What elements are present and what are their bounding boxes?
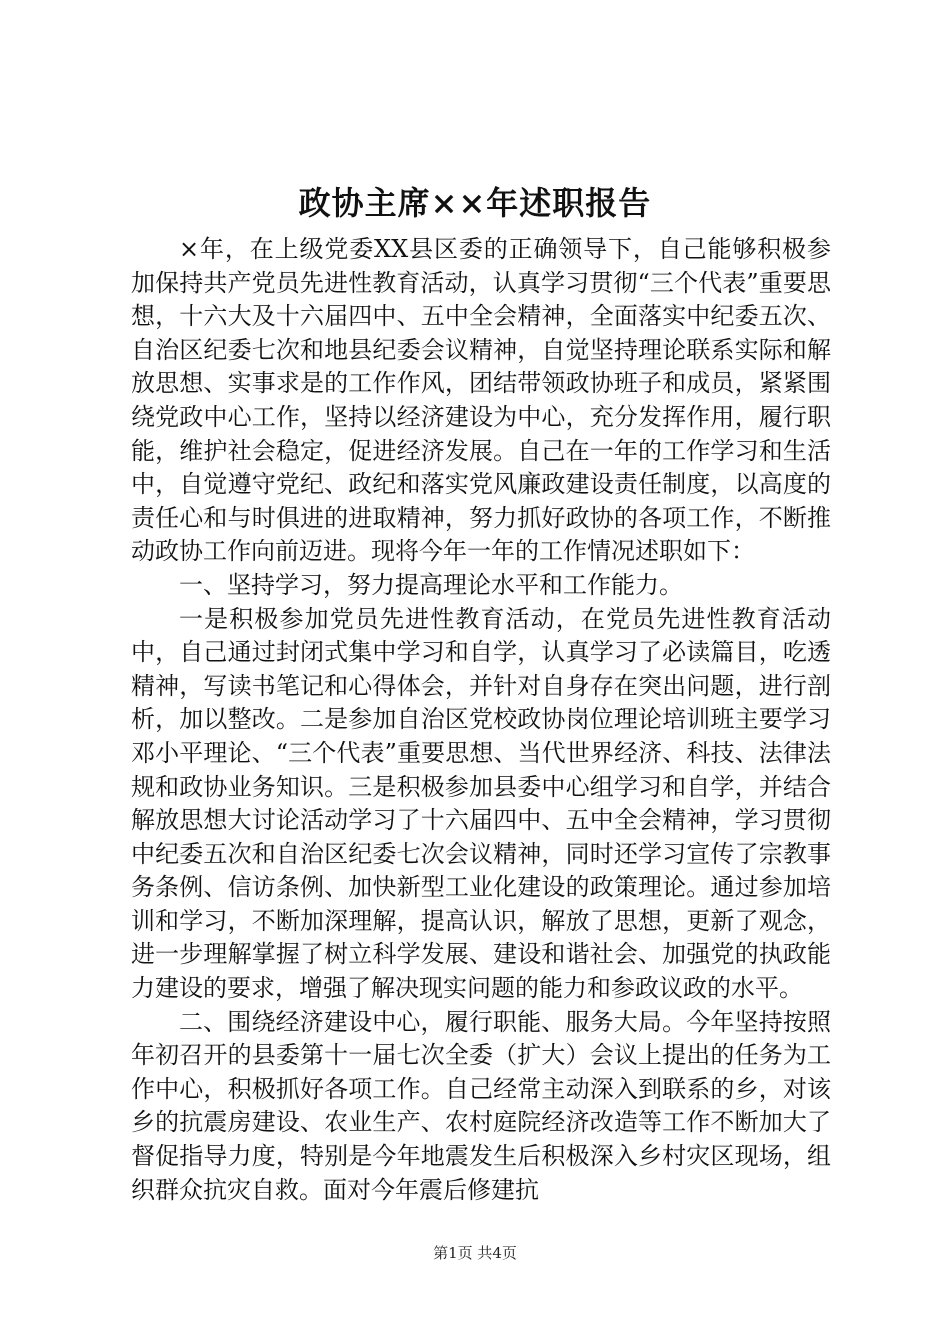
paragraph-study-details: 一是积极参加党员先进性教育活动，在党员先进性教育活动中，自己通过封闭式集中学习和自学，认真学习了必读篇目，吃透精神，写读书笔记和心得体会，并针对自身存在突出问题，进行剖析，加以整改。二是参加自治区党校政协岗位理论培训班主要学习邓小平理论、“三个代表”重要思想、当代世界经济、科技、法律法规和政协业务知识。三是积极参加县委中心组学习和自学，并结合解放思想大讨论活动学习了十六届四中、五中全会精神，学习贯彻中纪委五次和自治区纪委七次会议精神，同时还学习宣传了宗教事务条例、信访条例、加快新型工业化建设的政策理论。通过参加培训和学习，不断加深理解，提高认识，解放了思想，更新了观念，进一步理解掌握了树立科学发展、建设和谐社会、加强党的执政能力建设的要求，增强了解决现实问题的能力和参政议政的水平。 [131,604,831,1003]
page-footer: 第1页 共4页 [433,1244,517,1262]
paragraph-section-1-heading: 一、坚持学习，努力提高理论水平和工作能力。 [179,570,683,599]
paragraph-intro: ×年，在上级党委XX县区委的正确领导下，自己能够积极参加保持共产党员先进性教育活动，认真学习贯彻“三个代表”重要思想，十六大及十六届四中、五中全会精神，全面落实中纪委五次、自治区纪委七次和地县纪委会议精神，自觉坚持理论联系实际和解放思想、实事求是的工作作风，团结带领政协班子和成员，紧紧围绕党政中心工作，坚持以经济建设为中心，充分发挥作用，履行职能，维护社会稳定，促进经济发展。自己在一年的工作学习和生活中，自觉遵守党纪、政纪和落实党风廉政建设责任制度，以高度的责任心和与时俱进的进取精神，努力抓好政协的各项工作，不断推动政协工作向前迈进。现将今年一年的工作情况述职如下： [131,235,831,566]
document-title: 政协主席××年述职报告 [298,184,652,222]
document-body [131,233,831,1207]
paragraph-section-2: 二、围绕经济建设中心，履行职能、服务大局。今年坚持按照年初召开的县委第十一届七次全委（扩大）会议上提出的任务为工作中心，积极抓好各项工作。自己经常主动深入到联系的乡，对该乡的抗震房建设、农业生产、农村庭院经济改造等工作不断加大了督促指导力度，特别是今年地震发生后积极深入乡村灾区现场，组织群众抗灾自救。面对今年震后修建抗 [131,1007,831,1204]
